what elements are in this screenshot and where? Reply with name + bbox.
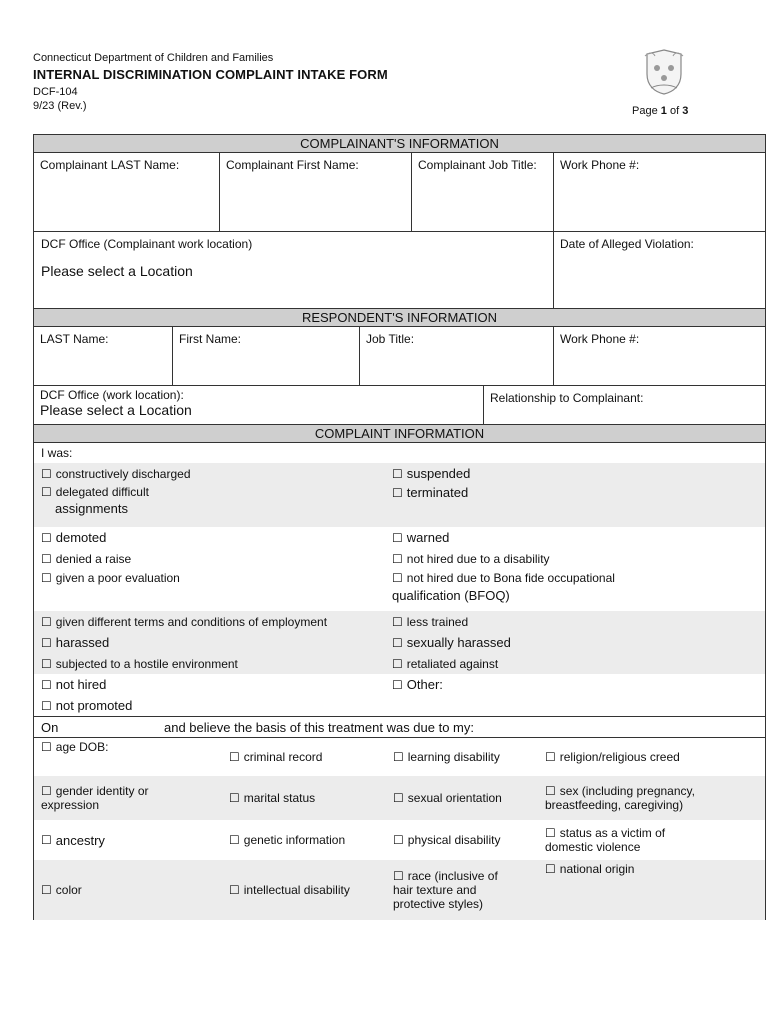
suspended-checkbox[interactable]: ☐ suspended bbox=[392, 466, 765, 481]
hostile-environment-checkbox[interactable]: ☐ subjected to a hostile environment bbox=[34, 657, 392, 671]
form-revision: 9/23 (Rev.) bbox=[33, 100, 87, 112]
complaint-row bbox=[34, 611, 765, 632]
harassed-checkbox[interactable]: ☐ harassed bbox=[34, 635, 392, 650]
complaint-row bbox=[34, 674, 765, 695]
violation-date-field[interactable]: Date of Alleged Violation: bbox=[560, 237, 694, 251]
basis-row: ☐ ancestry ☐ genetic information ☐ physical disability ☐ status as a victim of domestic violence bbox=[34, 820, 765, 860]
respondent-office-field: DCF Office (work location): Please select a Location bbox=[34, 386, 484, 424]
less-trained-checkbox[interactable]: ☐ less trained bbox=[392, 615, 765, 629]
intellectual-disability-checkbox[interactable]: ☐ intellectual disability bbox=[222, 860, 386, 920]
terminated-checkbox[interactable]: ☐ terminated bbox=[392, 485, 765, 500]
marital-status-checkbox[interactable]: ☐ marital status bbox=[222, 776, 386, 820]
learning-disability-checkbox[interactable]: ☐ learning disability bbox=[386, 738, 538, 776]
demoted-checkbox[interactable]: ☐ demoted bbox=[34, 530, 392, 545]
respondent-job-title-field[interactable]: Job Title: bbox=[360, 327, 554, 385]
complainant-job-title-field[interactable]: Complainant Job Title: bbox=[412, 153, 554, 231]
complainant-work-phone-field[interactable]: Work Phone #: bbox=[560, 158, 640, 172]
delegated-difficult-assignments-checkbox[interactable]: ☐ delegated difficult bbox=[41, 485, 392, 499]
complaint-heading: COMPLAINT INFORMATION bbox=[34, 425, 765, 443]
complaint-row: ☐ given a poor evaluation ☐ not hired due to Bona fide occupational qualification (BFOQ) bbox=[34, 569, 765, 611]
complaint-row bbox=[34, 527, 765, 548]
respondent-work-phone-field[interactable]: Work Phone #: bbox=[560, 332, 640, 346]
respondent-name-row bbox=[34, 327, 765, 386]
form-code: DCF-104 bbox=[33, 86, 78, 98]
complaint-row bbox=[34, 548, 765, 569]
respondent-last-name-field[interactable]: LAST Name: bbox=[34, 327, 173, 385]
basis-row: ☐ gender identity or expression ☐ marital status ☐ sexual orientation ☐ sex (including pregnancy, breastfeeding, caregiving) bbox=[34, 776, 765, 820]
physical-disability-checkbox[interactable]: ☐ physical disability bbox=[386, 820, 538, 860]
ancestry-checkbox[interactable]: ☐ ancestry bbox=[34, 820, 222, 860]
complainant-last-name-field[interactable]: Complainant LAST Name: bbox=[34, 153, 220, 231]
basis-row: ☐ color ☐ intellectual disability ☐ race (inclusive of hair texture and protective styles) ☐ national origin bbox=[34, 860, 765, 920]
race-checkbox[interactable]: ☐ race (inclusive of bbox=[393, 869, 498, 883]
basis-intro-row: On and believe the basis of this treatment was due to my: bbox=[34, 716, 765, 738]
religion-checkbox[interactable]: ☐ religion/religious creed bbox=[538, 738, 765, 776]
constructively-discharged-checkbox[interactable]: ☐ constructively discharged bbox=[34, 467, 392, 481]
state-seal-icon bbox=[643, 48, 685, 96]
complaint-row bbox=[34, 695, 765, 716]
sexually-harassed-checkbox[interactable]: ☐ sexually harassed bbox=[392, 635, 765, 650]
complaint-row bbox=[34, 463, 765, 484]
complainant-heading: COMPLAINANT'S INFORMATION bbox=[34, 134, 765, 153]
other-checkbox[interactable]: ☐ Other: bbox=[392, 677, 765, 692]
not-hired-bfoq-checkbox[interactable]: ☐ not hired due to Bona fide occupational bbox=[392, 571, 765, 585]
page-number: Page 1 of 3 bbox=[632, 105, 689, 117]
form-title: INTERNAL DISCRIMINATION COMPLAINT INTAKE FORM bbox=[33, 67, 388, 82]
complaint-form bbox=[33, 134, 766, 920]
respondent-office-row bbox=[34, 386, 765, 425]
not-promoted-checkbox[interactable]: ☐ not promoted bbox=[34, 698, 392, 713]
complaint-row bbox=[34, 632, 765, 653]
not-hired-disability-checkbox[interactable]: ☐ not hired due to a disability bbox=[392, 552, 765, 566]
genetic-information-checkbox[interactable]: ☐ genetic information bbox=[222, 820, 386, 860]
respondent-first-name-field[interactable]: First Name: bbox=[173, 327, 360, 385]
national-origin-checkbox[interactable]: ☐ national origin bbox=[538, 860, 765, 920]
not-hired-checkbox[interactable]: ☐ not hired bbox=[34, 677, 392, 692]
complainant-first-name-field[interactable]: Complainant First Name: bbox=[220, 153, 412, 231]
complainant-name-row bbox=[34, 153, 765, 232]
complaint-row bbox=[34, 653, 765, 674]
denied-raise-checkbox[interactable]: ☐ denied a raise bbox=[34, 552, 392, 566]
respondent-office-select[interactable]: Please select a Location bbox=[40, 402, 192, 418]
complainant-office-select[interactable]: Please select a Location bbox=[41, 263, 193, 279]
complainant-office-row bbox=[34, 232, 765, 309]
on-date-field[interactable]: On bbox=[41, 719, 59, 735]
relationship-field[interactable]: Relationship to Complainant: bbox=[490, 391, 644, 405]
sex-checkbox[interactable]: ☐ sex (including pregnancy, bbox=[545, 784, 695, 798]
respondent-heading: RESPONDENT'S INFORMATION bbox=[34, 309, 765, 327]
age-checkbox[interactable]: ☐ age DOB: bbox=[34, 738, 222, 776]
agency-name: Connecticut Department of Children and Families bbox=[33, 52, 274, 64]
domestic-violence-victim-checkbox[interactable]: ☐ status as a victim of bbox=[545, 826, 665, 840]
basis-row bbox=[34, 738, 765, 776]
poor-evaluation-checkbox[interactable]: ☐ given a poor evaluation bbox=[34, 571, 392, 585]
sexual-orientation-checkbox[interactable]: ☐ sexual orientation bbox=[386, 776, 538, 820]
criminal-record-checkbox[interactable]: ☐ criminal record bbox=[222, 738, 386, 776]
complainant-office-field: DCF Office (Complainant work location) Please select a Location bbox=[34, 232, 554, 308]
retaliated-against-checkbox[interactable]: ☐ retaliated against bbox=[392, 657, 765, 671]
i-was-label-row: I was: bbox=[41, 446, 73, 460]
complaint-row: ☐ delegated difficult assignments ☐ terminated bbox=[34, 484, 765, 527]
gender-identity-checkbox[interactable]: ☐ gender identity or bbox=[41, 784, 149, 798]
warned-checkbox[interactable]: ☐ warned bbox=[392, 530, 765, 545]
different-terms-checkbox[interactable]: ☐ given different terms and conditions of employment bbox=[34, 615, 392, 629]
color-checkbox[interactable]: ☐ color bbox=[34, 860, 222, 920]
